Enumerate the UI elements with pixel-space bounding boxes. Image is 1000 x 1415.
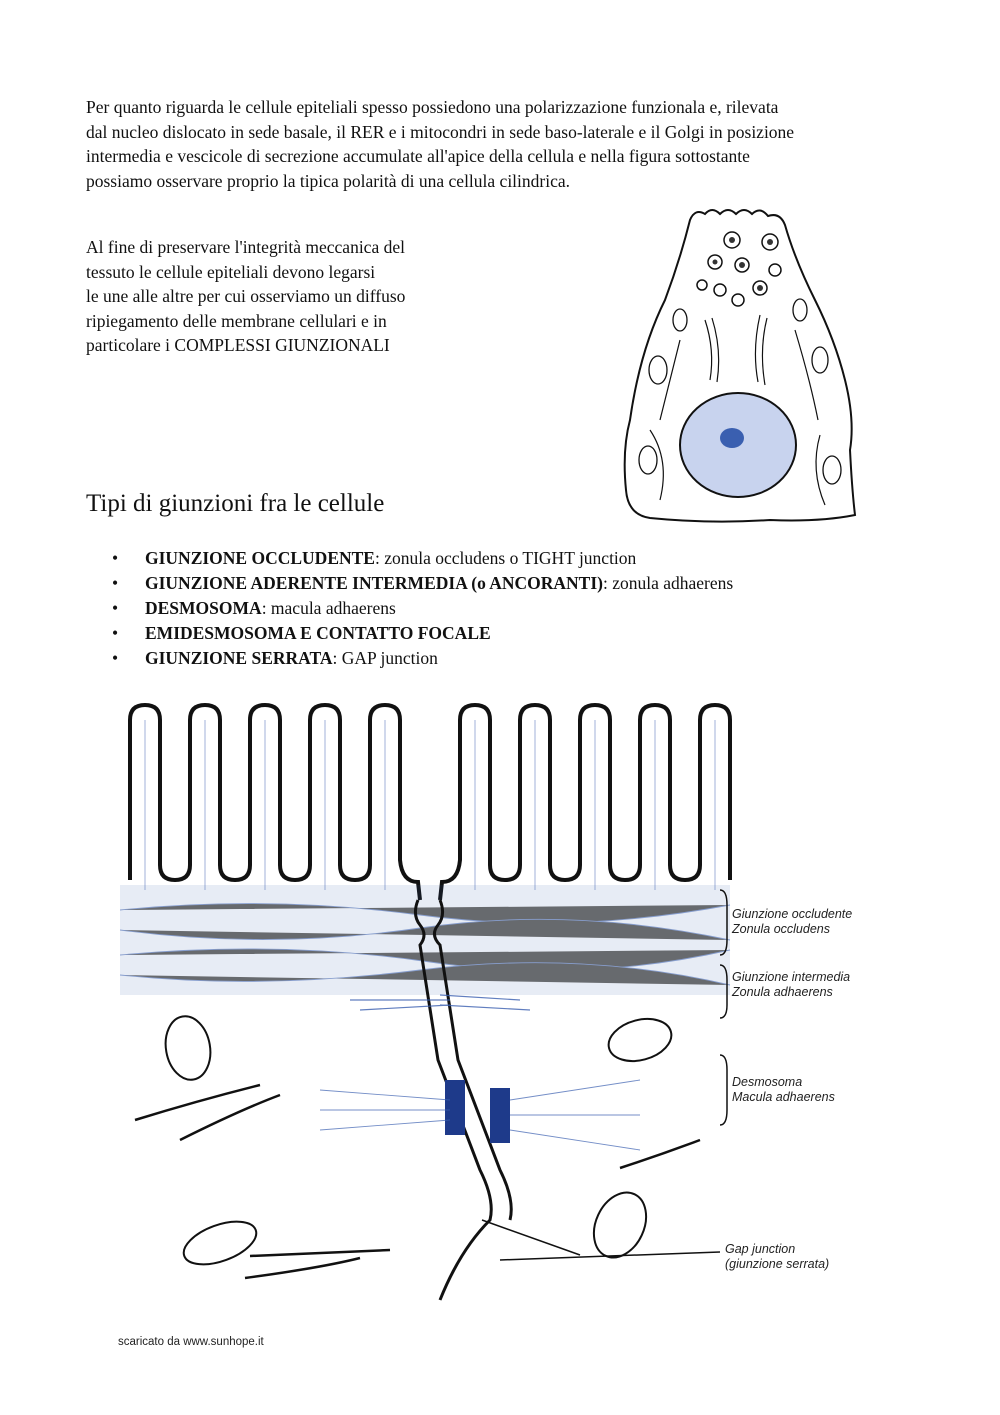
junction-name: DESMOSOMA: [145, 598, 262, 618]
junction-detail: : zonula occludens o TIGHT junction: [374, 548, 637, 568]
list-item: [112, 596, 733, 621]
bullet: •: [112, 573, 119, 593]
footer-source: scaricato da www.sunhope.it: [118, 1336, 264, 1348]
bullet: •: [112, 623, 119, 643]
integrity-paragraph: [86, 235, 466, 358]
junctional-complex-diagram: [120, 700, 900, 1320]
zonula-adhaerens: [350, 995, 530, 1010]
junction-name: GIUNZIONE SERRATA: [145, 648, 333, 668]
junction-name: GIUNZIONE OCCLUDENTE: [145, 548, 375, 568]
section-heading: Tipi di giunzioni fra le cellule: [86, 490, 385, 517]
desmosome-plaque-left: [445, 1080, 465, 1135]
desmosome-plaque-right: [490, 1088, 510, 1143]
list-item: [112, 646, 733, 671]
integrity-line: particolare i COMPLESSI GIUNZIONALI: [86, 335, 390, 355]
label-desmosoma: Desmosoma: [732, 1075, 803, 1089]
intro-paragraph: [86, 95, 916, 193]
list-item: [112, 571, 733, 596]
microvilli-core-filaments: [145, 720, 715, 890]
list-item: [112, 546, 733, 571]
label-giunzione-intermedia: Giunzione intermedia: [732, 970, 851, 984]
integrity-line: tessuto le cellule epiteliali devono legarsi: [86, 261, 376, 282]
label-giunzione-serrata: (giunzione serrata): [725, 1257, 830, 1271]
junction-detail: : zonula adhaerens: [602, 573, 734, 593]
list-item: [112, 621, 733, 646]
label-zonula-adhaerens: Zonula adhaerens: [732, 985, 833, 999]
microvilli-membrane: [130, 705, 730, 900]
endoplasmic-reticulum: [135, 1085, 700, 1278]
bullet: •: [112, 598, 119, 618]
diagram-mitochondria: [161, 1012, 676, 1273]
junction-name: GIUNZIONE ADERENTE INTERMEDIA (o ANCORANTI): [145, 573, 603, 593]
junction-name: EMIDESMOSOMA E CONTATTO FOCALE: [145, 623, 491, 643]
label-gap-junction: Gap junction: [725, 1242, 796, 1256]
label-zonula-occludens: Zonula occludens: [732, 922, 830, 936]
cylindrical-cell-illustration: [620, 200, 860, 530]
intro-line: intermedia e vescicole di secrezione accumulate all'apice della cellula e nella figura sottostante: [86, 146, 750, 166]
junction-detail: : GAP junction: [332, 648, 438, 668]
nucleolus: [720, 428, 744, 448]
integrity-line: Al fine di preservare l'integrità meccanica del: [86, 237, 405, 257]
bullet: •: [112, 548, 119, 568]
label-macula-adhaerens: Macula adhaerens: [732, 1090, 835, 1104]
label-giunzione-occludente: Giunzione occludente: [732, 907, 853, 921]
intro-line: possiamo osservare proprio la tipica polarità di una cellula cilindrica.: [86, 170, 571, 191]
junction-list: [112, 546, 733, 671]
integrity-line: ripiegamento delle membrane cellulari e in: [86, 310, 387, 331]
intro-line: dal nucleo dislocato in sede basale, il RER e i mitocondri in sede baso-laterale e il Golgi in posizione: [86, 121, 795, 142]
intro-line: Per quanto riguarda le cellule epiteliali spesso possiedono una polarizzazione funzionala e, rilevata: [86, 97, 779, 117]
integrity-line: le une alle altre per cui osserviamo un diffuso: [86, 286, 406, 306]
bullet: •: [112, 648, 119, 668]
junction-detail: : macula adhaerens: [261, 598, 396, 618]
